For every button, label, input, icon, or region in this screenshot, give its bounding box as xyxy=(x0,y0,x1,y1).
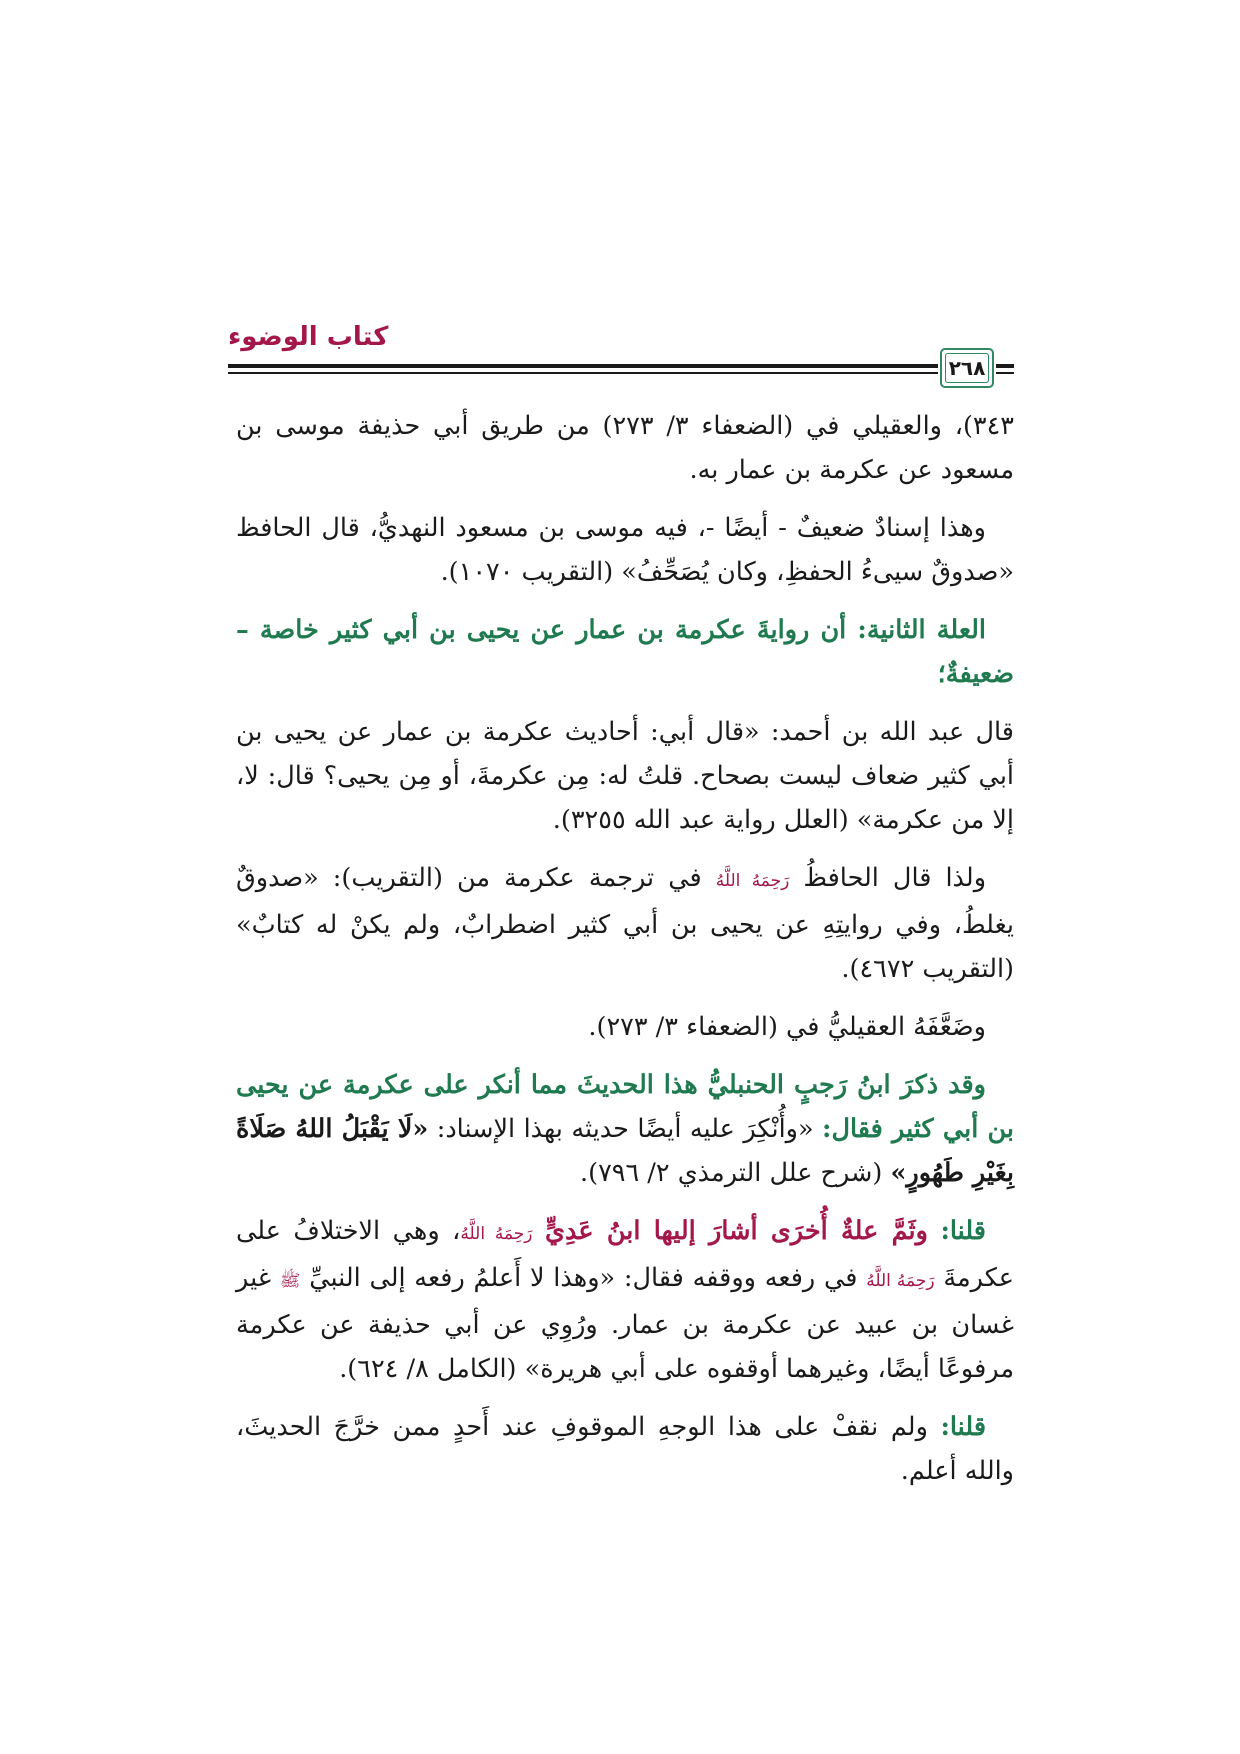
paragraph-7-green: وقد ذكرَ ابنُ رَجبٍ الحنبليُّ هذا الحديثَ مما أنكر على عكرمة عن يحيى بن أبي كثير فقال: xyxy=(236,1070,1014,1144)
paragraph-8-label: قلنا: xyxy=(940,1216,986,1246)
paragraph-7-b: (شرح علل الترمذي ٢/ ٧٩٦). xyxy=(580,1158,883,1188)
honorific-salawat-icon: ﷺ xyxy=(279,1271,301,1291)
honorific-rahimahullah-icon: رَحِمَهُ اللَّهُ xyxy=(715,871,790,891)
header-rule-right-thick xyxy=(996,364,1014,368)
honorific-rahimahullah-icon: رَحِمَهُ اللَّهُ xyxy=(866,1271,935,1291)
paragraph-6: وضَعَّفَهُ العقيليُّ في (الضعفاء ٣/ ٢٧٣). xyxy=(588,1012,986,1042)
paragraph-7 xyxy=(236,1063,1014,1195)
honorific-rahimahullah-icon: رَحِمَهُ اللَّهُ xyxy=(460,1224,533,1244)
paragraph-5-a: ولذا قال الحافظُ xyxy=(803,863,987,893)
header-rule-thick xyxy=(228,364,938,368)
paragraph-8 xyxy=(236,1209,1014,1391)
paragraph-8-b: في رفعه ووقفه فقال: «وهذا لا أَعلمُ رفعه إلى النبيِّ xyxy=(309,1263,858,1293)
main-text xyxy=(236,404,1014,1507)
section-heading-second-defect: العلة الثانية: أن روايةَ عكرمة بن عمار عن يحيى بن أبي كثير خاصة – ضعيفةٌ؛ xyxy=(236,615,1014,689)
paragraph-5 xyxy=(236,856,1014,991)
book-title: كتاب الوضوء xyxy=(228,322,389,352)
paragraph-4: قال عبد الله بن أحمد: «قال أبي: أحاديث عكرمة بن عمار عن يحيى بن أبي كثير ضعاف ليست بصحاح. قلتُ له: مِن عكرمةَ، أو مِن يحيى؟ قال: لا، إلا من عكرمة» (العلل رواية عبد الله ٣٢٥٥). xyxy=(236,717,1014,835)
paragraph-9-text: ولم نقفْ على هذا الوجهِ الموقوفِ عند أَحدٍ ممن خرَّجَ الحديثَ، والله أعلم. xyxy=(236,1412,1014,1486)
header-rule-right-thin xyxy=(996,372,1014,374)
page-number-badge xyxy=(940,348,994,388)
paragraph-9-label: قلنا: xyxy=(940,1412,987,1442)
paragraph-9 xyxy=(236,1405,1014,1493)
paragraph-8-c: غير غسان بن عبيد عن عكرمة بن عمار. ورُوِي عن أبي حذيفة عن عكرمة مرفوعًا أيضًا، وغيرهما أوقفوه على أبي هريرة» (الكامل ٨/ ٦٢٤). xyxy=(236,1263,1014,1384)
paragraph-5-b: في ترجمة عكرمة من (التقريب): «صدوقٌ يغلطُ، وفي روايتِهِ عن يحيى بن أبي كثير اضطرابٌ، ولم يكنْ له كتابٌ» (التقريب ٤٦٧٢). xyxy=(236,863,1014,984)
page-number: ٢٦٨ xyxy=(945,353,989,383)
header-rule-thin xyxy=(228,372,938,374)
hadith-text: «لَا يَقْبَلُ اللهُ صَلَاةً بِغَيْرِ طَهُورٍ» xyxy=(236,1114,1014,1188)
paragraph-8-maroon: وثَمَّ علةٌ أُخرَى أشارَ إليها ابنُ عَدِيٍّ xyxy=(545,1216,928,1246)
paragraph-1: ٣٤٣)، والعقيلي في (الضعفاء ٣/ ٢٧٣) من طريق أبي حذيفة موسى بن مسعود عن عكرمة بن عمار به. xyxy=(236,411,1014,485)
paragraph-2: وهذا إسنادٌ ضعيفٌ - أيضًا -، فيه موسى بن مسعود النهديُّ، قال الحافظ «صدوقٌ سيىءُ الحفظِ، وكان يُصَحِّفُ» (التقريب ١٠٧٠). xyxy=(236,513,1014,587)
paragraph-7-a: «وأُنْكِرَ عليه أيضًا حديثه بهذا الإسناد: xyxy=(436,1114,814,1144)
paragraph-8-a: ، وهي الاختلافُ على عكرمةَ xyxy=(236,1216,1015,1293)
page-header xyxy=(228,320,1014,390)
